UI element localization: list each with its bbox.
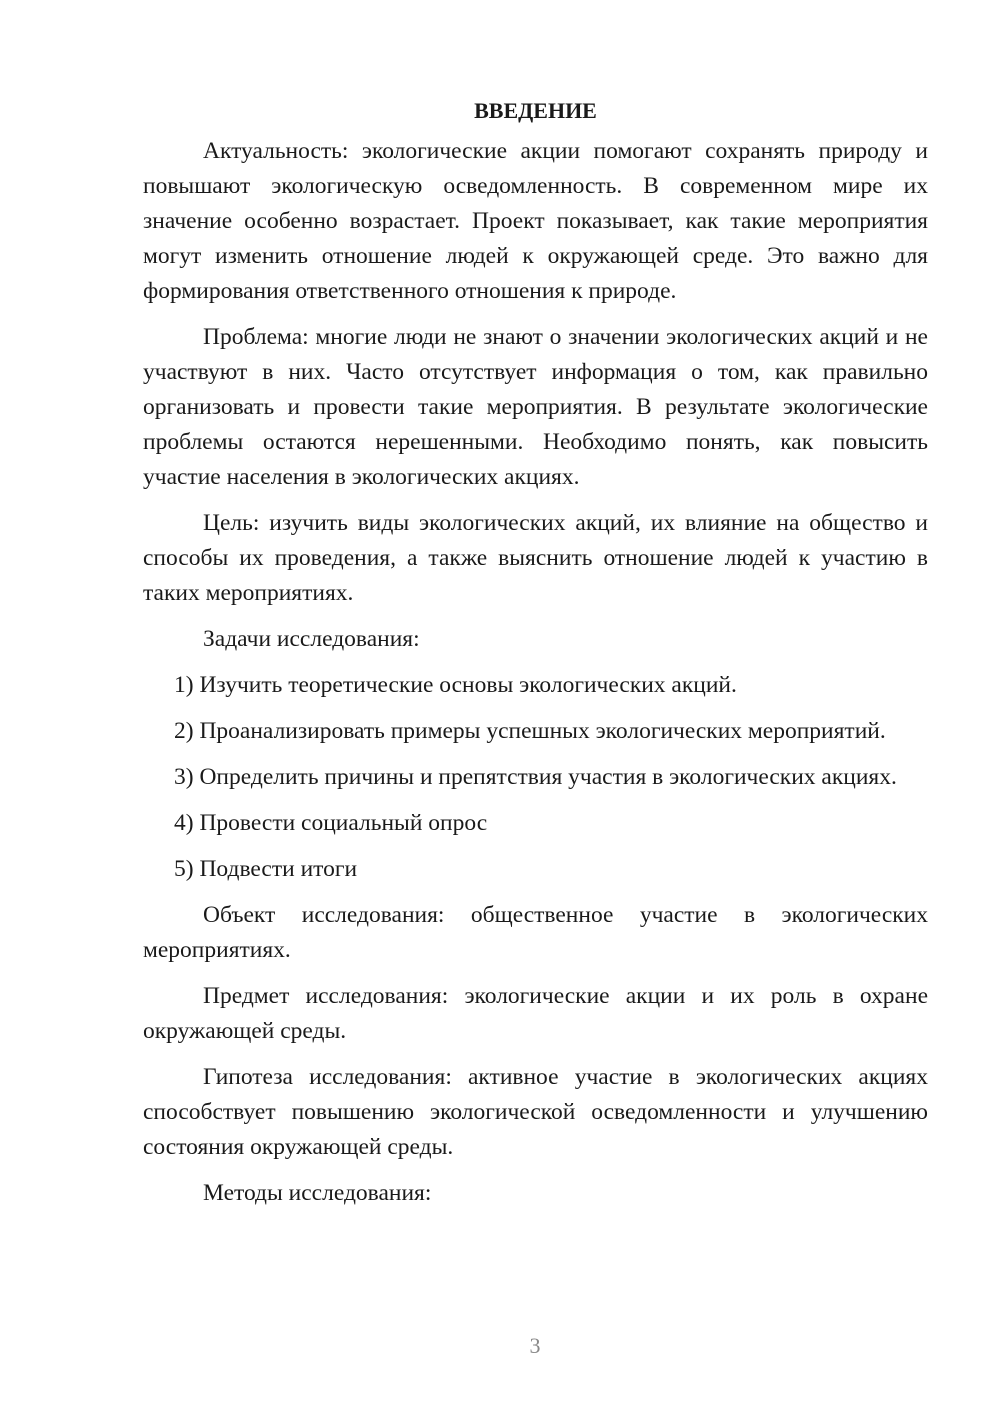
paragraph-subject: Предмет исследования: экологические акции и их роль в охране окружающей среды. [143, 983, 928, 1044]
page-content [143, 96, 928, 1222]
paragraph-tasks-heading: Задачи исследования: [203, 626, 420, 652]
paragraph-goal: Цель: изучить виды экологических акций, их влияние на общество и способы их проведения, а также выяснить отношение людей к участию в таких мероприятиях. [143, 510, 928, 606]
paragraph-methods: Методы исследования: [203, 1180, 432, 1206]
page-title: ВВЕДЕНИЕ [474, 98, 597, 123]
task-item-2: 2) Проанализировать примеры успешных экологических мероприятий. [174, 718, 886, 744]
paragraph-problem: Проблема: многие люди не знают о значении экологических акций и не участвуют в них. Часто отсутствует информация о том, как правильно организовать и провести такие мероприятия. В результате экологические проблемы остаются нерешенными. Необходимо понять, как повысить участие населения в экологических акциях. [143, 324, 928, 490]
page-number: 3 [529, 1333, 541, 1358]
task-item-1: 1) Изучить теоретические основы экологических акций. [174, 672, 737, 698]
paragraph-hypothesis: Гипотеза исследования: активное участие в экологических акциях способствует повышению экологической осведомленности и улучшению состояния окружающей среды. [143, 1064, 928, 1160]
task-item-4: 4) Провести социальный опрос [174, 810, 488, 836]
paragraph-object: Объект исследования: общественное участие в экологических мероприятиях. [143, 902, 928, 963]
task-item-3: 3) Определить причины и препятствия участия в экологических акциях. [174, 764, 897, 790]
paragraph-relevance: Актуальность: экологические акции помогают сохранять природу и повышают экологическую осведомленность. В современном мире их значение особенно возрастает. Проект показывает, как такие мероприятия могут изменить отношение людей к окружающей среде. Это важно для формирования ответственного отношения к природе. [143, 138, 928, 304]
task-item-5: 5) Подвести итоги [174, 856, 358, 882]
